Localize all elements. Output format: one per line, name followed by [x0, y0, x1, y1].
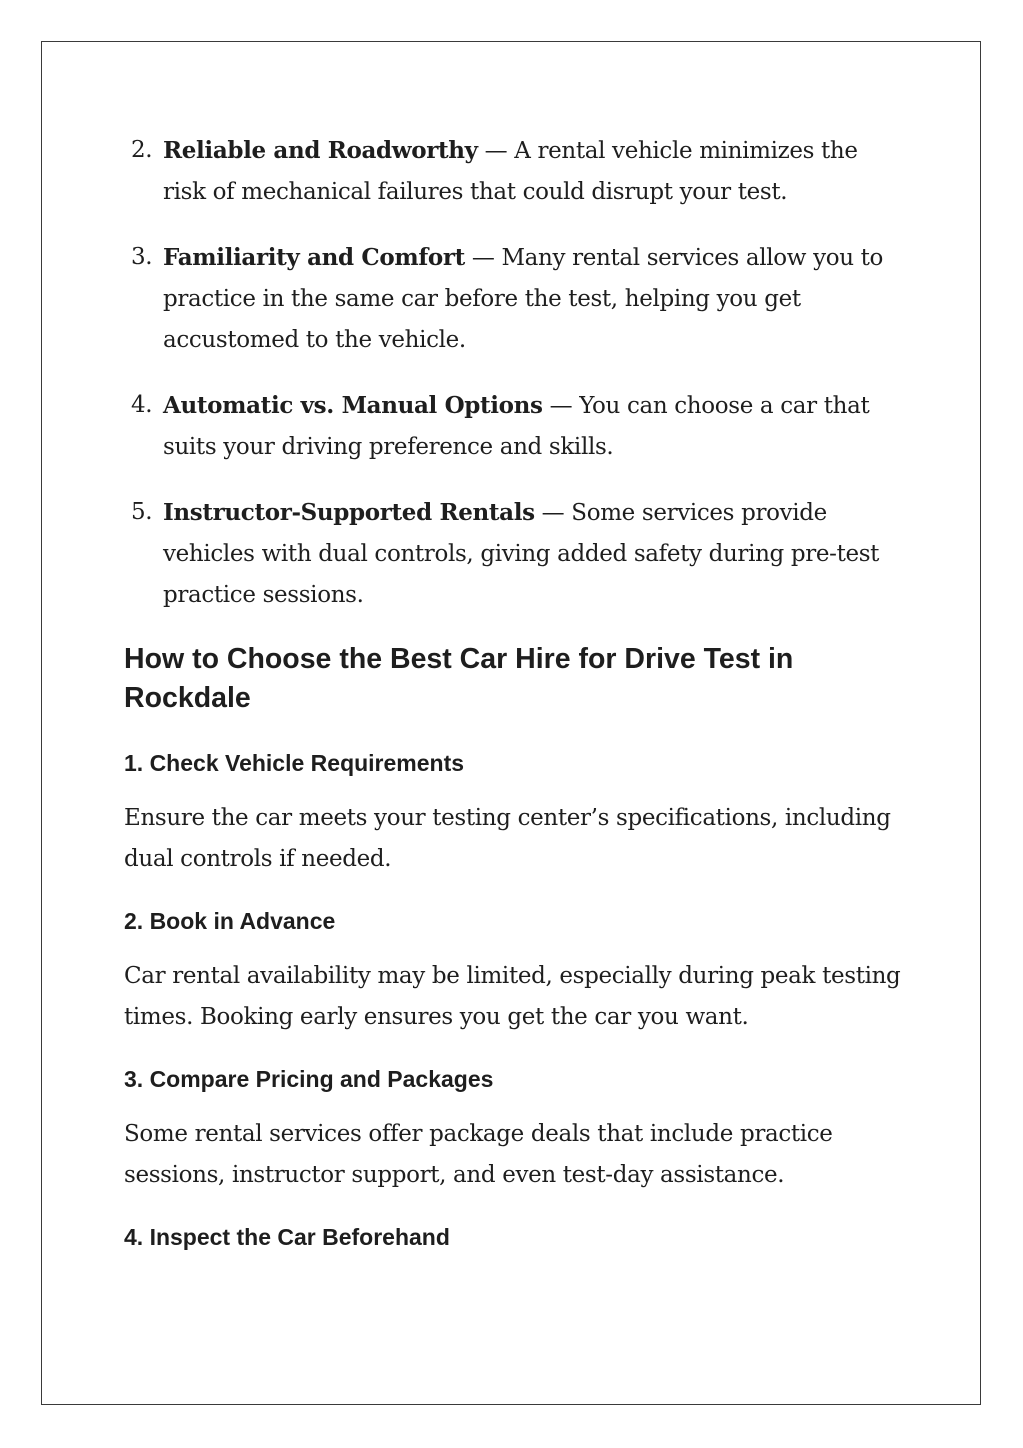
list-item-title: Familiarity and Comfort	[163, 244, 465, 271]
list-item-number: 5.	[131, 499, 153, 525]
list-item-text: — Many rental services allow you to practice in the same car before the test, helping you get accustomed to the vehicle.	[163, 245, 884, 353]
list-item-text: — Some services provide vehicles with dual controls, giving added safety during pre-test practice sessions.	[163, 500, 880, 608]
list-item-number: 2.	[131, 137, 153, 163]
benefits-list	[124, 130, 904, 616]
list-item	[124, 492, 904, 616]
list-item-number: 3.	[131, 244, 153, 270]
document-content	[124, 130, 904, 1252]
list-item-text: — A rental vehicle minimizes the risk of mechanical failures that could disrupt your test.	[163, 138, 858, 205]
list-item-number: 4.	[131, 392, 153, 418]
section-heading: How to Choose the Best Car Hire for Drive Test in Rockdale	[124, 643, 794, 714]
list-item	[124, 237, 904, 361]
list-item-title: Automatic vs. Manual Options	[163, 392, 543, 419]
step-heading: 2. Book in Advance	[124, 908, 336, 934]
step-paragraph: Ensure the car meets your testing center’s specifications, including dual controls if needed.	[124, 805, 891, 872]
list-item-text: — You can choose a car that suits your driving preference and skills.	[163, 393, 870, 460]
list-item	[124, 130, 904, 213]
step-heading: 4. Inspect the Car Beforehand	[124, 1224, 450, 1250]
step-heading: 3. Compare Pricing and Packages	[124, 1066, 494, 1092]
list-item-title: Instructor-Supported Rentals	[163, 499, 535, 526]
list-item-title: Reliable and Roadworthy	[163, 137, 478, 164]
step-heading: 1. Check Vehicle Requirements	[124, 750, 465, 776]
list-item	[124, 385, 904, 468]
step-paragraph: Car rental availability may be limited, especially during peak testing times. Booking early ensures you get the car you want.	[124, 963, 901, 1030]
step-paragraph: Some rental services offer package deals that include practice sessions, instructor support, and even test-day assistance.	[124, 1121, 833, 1188]
